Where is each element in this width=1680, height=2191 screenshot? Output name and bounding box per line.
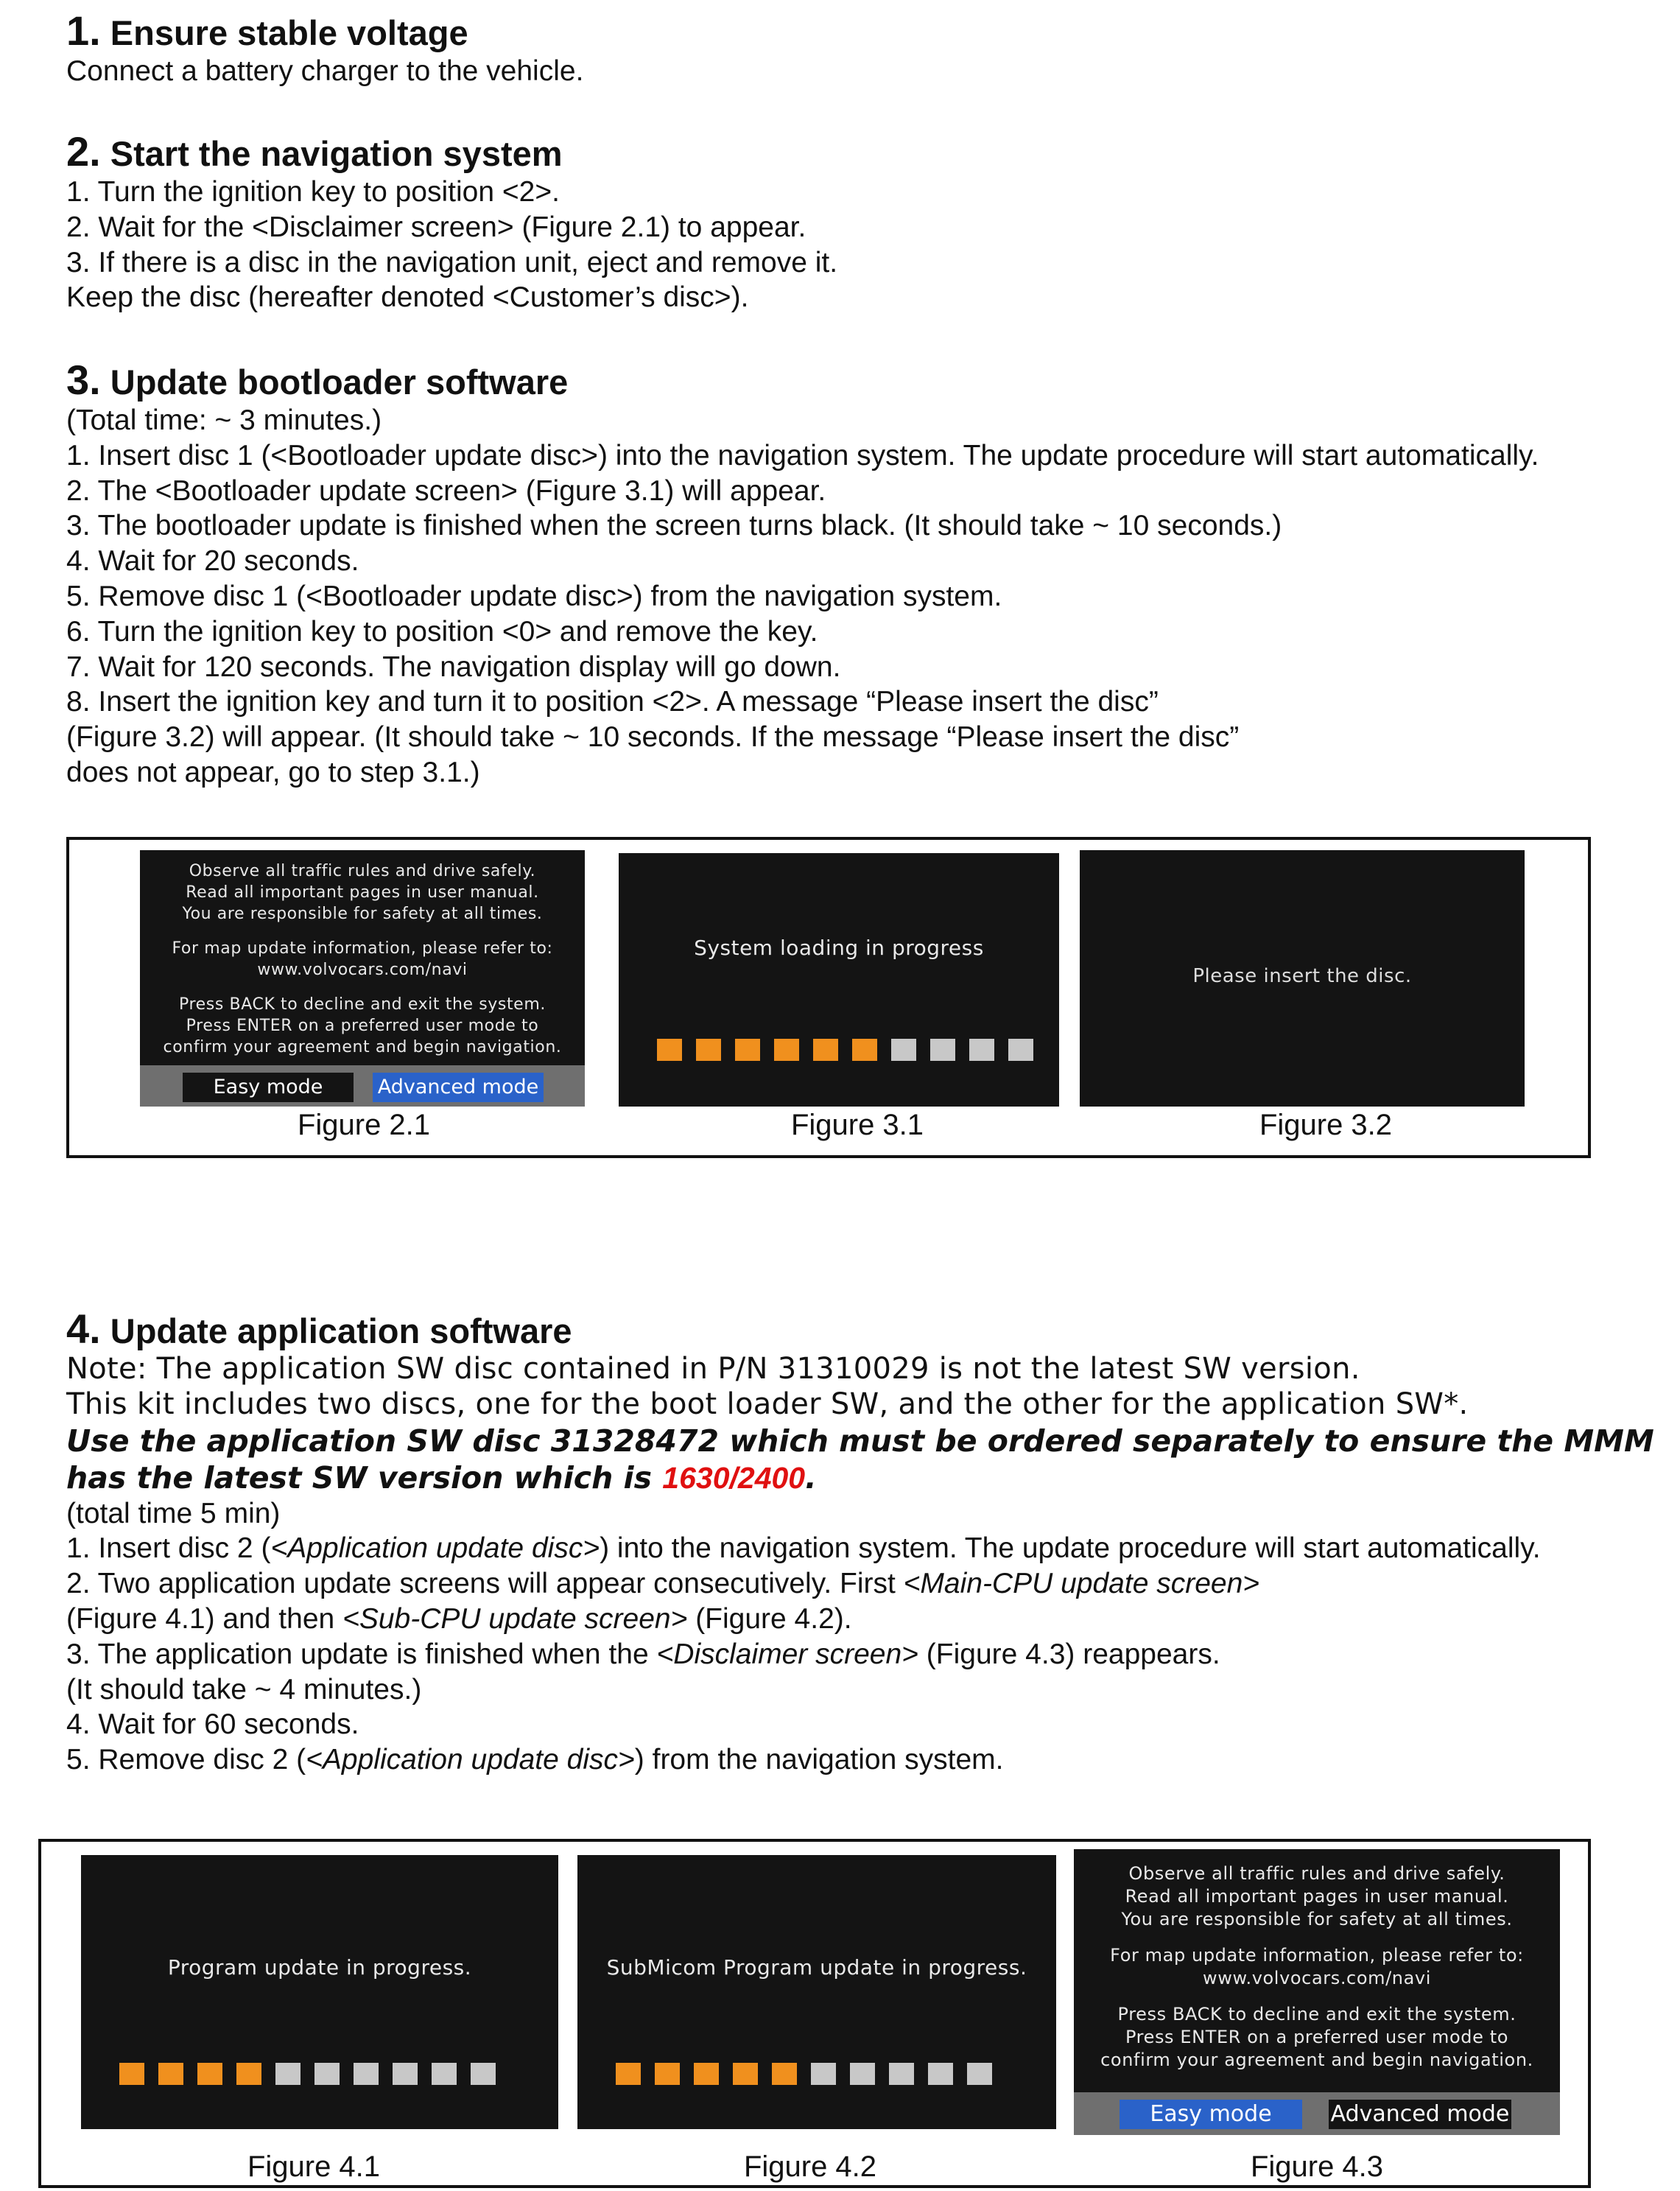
loading-text: System loading in progress — [694, 936, 984, 960]
figure-caption: Figure 3.1 — [790, 1109, 924, 1141]
progress-square-filled — [733, 2063, 758, 2085]
step-1-line: Connect a battery charger to the vehicle. — [66, 55, 584, 87]
step-3-section — [66, 357, 1679, 790]
advanced-mode-button[interactable]: Advanced mode — [373, 1073, 544, 1102]
insert-disc-screen — [1080, 850, 1525, 1107]
progress-square-filled — [696, 1039, 721, 1061]
progress-square-filled — [655, 2063, 680, 2085]
step-4-line: (Figure 4.1) and then <Sub-CPU update screen> (Figure 4.2). — [66, 1602, 852, 1635]
progress-square-empty — [850, 2063, 875, 2085]
insert-disc-text: Please insert the disc. — [1192, 965, 1412, 987]
step-4-line: 4. Wait for 60 seconds. — [66, 1708, 359, 1741]
note-line: This kit includes two discs, one for the boot loader SW, and the other for the application SW*. — [66, 1387, 1469, 1421]
progress-square-filled — [236, 2063, 261, 2085]
figure-box-top — [66, 837, 1591, 1158]
loading-screen — [619, 853, 1059, 1107]
figure-caption: Figure 4.1 — [247, 2150, 381, 2183]
step-3-line: does not appear, go to step 3.1.) — [66, 756, 480, 788]
step-3-line: 1. Insert disc 1 (<Bootloader update disc>) into the navigation system. The update procedure will start automatically. — [66, 439, 1539, 471]
figure-caption: Figure 3.2 — [1259, 1109, 1393, 1141]
program-update-text: Program update in progress. — [167, 1955, 472, 1980]
program-update-screen — [81, 1855, 558, 2129]
figure-caption: Figure 2.1 — [297, 1109, 431, 1141]
important-note: has the latest SW version which is 1630/2400. — [66, 1459, 817, 1496]
step-4-line: 1. Insert disc 2 (<Application update disc>) into the navigation system. The update procedure will start automatically. — [66, 1532, 1541, 1565]
progress-square-filled — [158, 2063, 183, 2085]
progress-square-empty — [1008, 1039, 1033, 1061]
easy-mode-button[interactable]: Easy mode — [1120, 2100, 1302, 2129]
step-4-heading: 4. Update application software — [66, 1305, 572, 1352]
figure-caption: Figure 4.2 — [743, 2150, 877, 2183]
figure-caption: Figure 4.3 — [1250, 2150, 1384, 2183]
step-4-line: (It should take ~ 4 minutes.) — [66, 1673, 422, 1706]
step-3-line: (Total time: ~ 3 minutes.) — [66, 404, 382, 436]
progress-square-filled — [657, 1039, 682, 1061]
step-3-line: 7. Wait for 120 seconds. The navigation display will go down. — [66, 651, 841, 683]
step-3-line: 8. Insert the ignition key and turn it to position <2>. A message “Please insert the disc” — [66, 686, 1159, 718]
progress-square-filled — [852, 1039, 877, 1061]
disclaimer-screen — [1074, 1849, 1560, 2135]
progress-square-filled — [616, 2063, 641, 2085]
progress-square-filled — [197, 2063, 222, 2085]
progress-square-filled — [772, 2063, 797, 2085]
step-4-line: 5. Remove disc 2 (<Application update disc>) from the navigation system. — [66, 1744, 1004, 1776]
disclaimer-text: Observe all traffic rules and drive safely. Read all important pages in user manual. You are responsible for safety at all times. For map update information, please refer to: www.volvocars.com/navi Press BACK to decline and exit the system. Press ENTER on a preferred user mode to confirm your agreement and begin navigation. — [1100, 1863, 1533, 2070]
step-2-line: 1. Turn the ignition key to position <2>. — [66, 176, 560, 208]
figure-box-bottom — [38, 1839, 1591, 2188]
step-3-line: 6. Turn the ignition key to position <0> and remove the key. — [66, 615, 818, 648]
step-3-line: 5. Remove disc 1 (<Bootloader update disc>) from the navigation system. — [66, 580, 1002, 612]
easy-mode-button[interactable]: Easy mode — [183, 1073, 354, 1102]
mode-bar — [1074, 2092, 1560, 2135]
progress-square-filled — [735, 1039, 760, 1061]
submicom-update-screen — [577, 1855, 1056, 2129]
progress-square-empty — [432, 2063, 457, 2085]
progress-square-empty — [891, 1039, 916, 1061]
disclaimer-screen — [140, 850, 585, 1107]
mode-bar — [140, 1065, 585, 1107]
progress-square-filled — [694, 2063, 719, 2085]
step-4-line: (total time 5 min) — [66, 1497, 281, 1529]
step-3-line: 2. The <Bootloader update screen> (Figure 3.1) will appear. — [66, 474, 826, 507]
step-2-line: 3. If there is a disc in the navigation unit, eject and remove it. — [66, 246, 838, 278]
progress-square-empty — [393, 2063, 418, 2085]
progress-square-filled — [813, 1039, 838, 1061]
progress-square-empty — [967, 2063, 992, 2085]
progress-square-empty — [275, 2063, 300, 2085]
step-2-line: Keep the disc (hereafter denoted <Customer’s disc>). — [66, 281, 749, 314]
step-2-heading: 2. Start the navigation system — [66, 128, 563, 175]
step-3-heading: 3. Update bootloader software — [66, 357, 569, 403]
disclaimer-text: Observe all traffic rules and drive safely. Read all important pages in user manual. You are responsible for safety at all times. For map update information, please refer to: www.volvocars.com/navi Press BACK to decline and exit the system. Press ENTER on a preferred user mode to confirm your agreement and begin navigation. — [163, 862, 562, 1056]
progress-square-empty — [354, 2063, 379, 2085]
step-4-line: 3. The application update is finished when the <Disclaimer screen> (Figure 4.3) reappears. — [66, 1638, 1220, 1670]
step-4-section — [66, 1305, 1679, 1778]
step-2-section — [66, 128, 1679, 315]
step-4-line: 2. Two application update screens will appear consecutively. First <Main-CPU update screen> — [66, 1568, 1260, 1600]
latest-version: 1630/2400 — [662, 1460, 806, 1495]
progress-square-empty — [930, 1039, 955, 1061]
step-1-section — [66, 7, 1679, 89]
step-3-line: (Figure 3.2) will appear. (It should take ~ 10 seconds. If the message “Please insert the disc” — [66, 721, 1240, 754]
progress-square-filled — [119, 2063, 144, 2085]
progress-square-empty — [889, 2063, 914, 2085]
progress-square-empty — [928, 2063, 953, 2085]
step-2-line: 2. Wait for the <Disclaimer screen> (Figure 2.1) to appear. — [66, 211, 806, 243]
progress-square-filled — [774, 1039, 799, 1061]
progress-square-empty — [471, 2063, 496, 2085]
important-note: Use the application SW disc 31328472 which must be ordered separately to ensure the MMM — [66, 1423, 1654, 1459]
submicom-update-text: SubMicom Program update in progress. — [606, 1955, 1027, 1980]
step-3-line: 4. Wait for 20 seconds. — [66, 545, 359, 578]
step-1-heading: 1. Ensure stable voltage — [66, 7, 468, 54]
note-line: Note: The application SW disc contained in P/N 31310029 is not the latest SW version. — [66, 1352, 1360, 1386]
progress-square-empty — [314, 2063, 340, 2085]
step-3-line: 3. The bootloader update is finished when the screen turns black. (It should take ~ 10 seconds.) — [66, 510, 1282, 542]
progress-square-empty — [811, 2063, 836, 2085]
progress-square-empty — [969, 1039, 994, 1061]
advanced-mode-button[interactable]: Advanced mode — [1329, 2100, 1511, 2129]
